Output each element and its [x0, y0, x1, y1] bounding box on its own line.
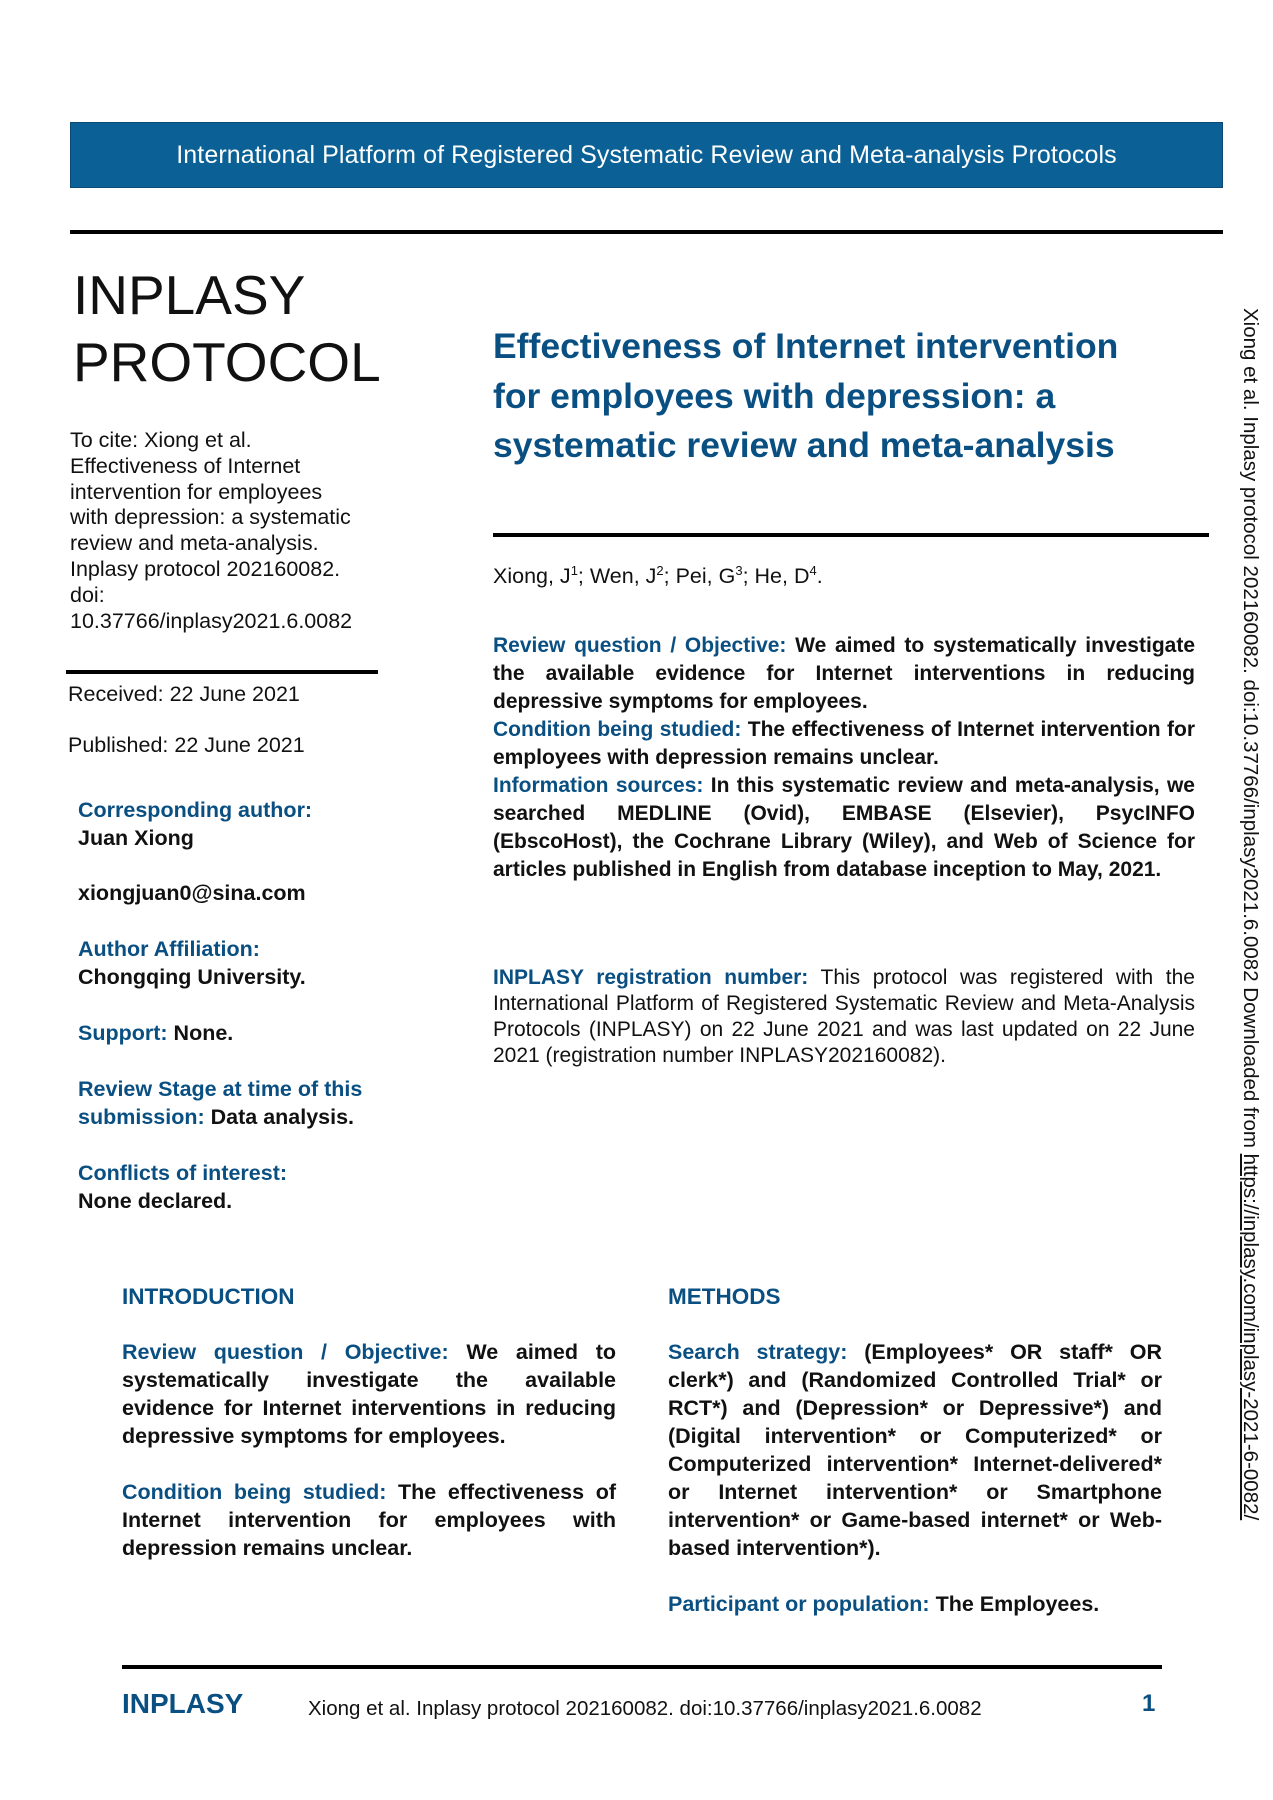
article-title-line: Effectiveness of Internet intervention — [493, 326, 1119, 366]
intro-text: The effectiveness of Internet intervention for employees with depression remains unclear. — [122, 1480, 616, 1560]
methods-text: The Employees. — [929, 1592, 1100, 1616]
intro-label: Review question / Objective: — [122, 1340, 449, 1364]
abstract-text: In this systematic review and meta-analysis, we searched MEDLINE (Ovid), EMBASE (Elsevier), PsycINFO (EbscoHost), the Cochrane Library (Wiley), and Web of Science for articles published in English from database inception to May, 2021. — [493, 774, 1195, 881]
author-affil-sup: 3 — [735, 563, 743, 578]
abstract-label: Condition being studied: — [493, 718, 742, 741]
methods-label: Participant or population: — [668, 1592, 930, 1616]
side-download-link[interactable]: https://inplasy.com/inplasy-2021-6-0082/ — [1239, 1153, 1262, 1521]
abstract-objective — [493, 632, 1195, 716]
published-date: Published: 22 June 2021 — [68, 733, 305, 757]
affiliation-label: Author Affiliation: — [78, 937, 260, 961]
registration-label: INPLASY registration number: — [493, 966, 809, 989]
citation-block — [70, 428, 400, 634]
footer-citation: Xiong et al. Inplasy protocol 202160082. doi:10.37766/inplasy2021.6.0082 — [308, 1697, 982, 1720]
abstract-text: We aimed to systematically investigate the available evidence for Internet interventions in reducing depressive symptoms for employees. — [493, 634, 1195, 713]
methods-text: (Employees* OR staff* OR clerk*) and (Randomized Controlled Trial* or RCT*) and (Depression* or Depressive*) and (Digital intervention* or Computerized* or Computerized intervention* Internet-delivered* or Internet intervention* or Smartphone intervention* or Game-based internet* or Web-based intervention*). — [668, 1340, 1162, 1560]
header-banner — [70, 122, 1223, 188]
introduction-body — [122, 1338, 616, 1590]
protocol-title-line2: PROTOCOL — [73, 331, 381, 393]
author-affil-sup: 2 — [656, 563, 664, 578]
methods-population — [668, 1590, 1162, 1618]
cite-line: To cite: Xiong et al. — [70, 428, 252, 452]
cite-line: with depression: a systematic — [70, 505, 351, 530]
cite-line: 10.37766/inplasy2021.6.0082 — [70, 608, 353, 633]
methods-heading: METHODS — [668, 1284, 781, 1309]
article-title — [493, 322, 1213, 471]
methods-label: Search strategy: — [668, 1340, 848, 1364]
author-sep: . — [816, 564, 823, 589]
stage-label-line1: Review Stage at time of this — [78, 1077, 363, 1101]
support-value: None. — [167, 1021, 234, 1045]
abstract-label: Review question / Objective: — [493, 634, 787, 657]
review-stage — [78, 1076, 408, 1131]
protocol-title — [73, 262, 381, 396]
methods-body — [668, 1338, 1162, 1646]
abstract-sources — [493, 772, 1195, 884]
author-sep: ; — [742, 564, 755, 589]
registration-text: This protocol was registered with the International Platform of Registered Systematic Review and Meta-Analysis Protocols (INPLASY) on 22 June 2021 and was last updated on 22 June 2021 (registration number INPLASY202160082). — [493, 966, 1195, 1067]
corresponding-author — [78, 797, 408, 908]
corresponding-label: Corresponding author: — [78, 798, 313, 822]
stage-value: Data analysis. — [204, 1104, 355, 1129]
intro-label: Condition being studied: — [122, 1480, 387, 1504]
affiliation-value: Chongqing University. — [78, 964, 306, 989]
author-affil-sup: 4 — [809, 563, 817, 578]
corresponding-name: Juan Xiong — [78, 825, 194, 850]
author-name: Wen, J — [589, 564, 657, 589]
footer-rule — [122, 1665, 1162, 1669]
cite-line: Inplasy protocol 202160082. — [70, 556, 341, 581]
author-name: Pei, G — [675, 564, 736, 589]
article-title-line: systematic review and meta-analysis — [493, 425, 1115, 465]
abstract-text: The effectiveness of Internet intervention for employees with depression remains unclear. — [493, 718, 1195, 769]
author-sep: ; — [663, 564, 676, 589]
cite-line: Effectiveness of Internet — [70, 453, 301, 478]
cite-line: review and meta-analysis. — [70, 531, 319, 556]
intro-condition — [122, 1478, 616, 1562]
support-label: Support: — [78, 1021, 168, 1045]
side-download-note — [1238, 308, 1262, 1520]
cite-line: doi: — [70, 582, 105, 607]
abstract-condition — [493, 716, 1195, 772]
intro-text: We aimed to systematically investigate the available evidence for Internet interventions in reducing depressive symptoms for employees. — [122, 1340, 616, 1448]
footer-brand: INPLASY — [122, 1688, 244, 1719]
registration-block — [493, 965, 1195, 1069]
received-date: Received: 22 June 2021 — [68, 682, 300, 706]
page-number: 1 — [1142, 1690, 1156, 1717]
side-text: Xiong et al. Inplasy protocol 202160082. doi:10.37766/inplasy2021.6.0082 Downloaded from — [1239, 308, 1262, 1154]
conflicts-label: Conflicts of interest: — [78, 1161, 288, 1185]
stage-label-line2: submission: — [78, 1104, 205, 1129]
author-name: He, D — [754, 564, 810, 589]
conflicts-of-interest — [78, 1160, 408, 1215]
introduction-heading: INTRODUCTION — [122, 1284, 295, 1309]
author-affiliation — [78, 936, 408, 991]
support — [78, 1020, 408, 1048]
intro-objective — [122, 1338, 616, 1450]
cite-line: intervention for employees — [70, 479, 323, 504]
top-rule — [70, 230, 1223, 234]
conflicts-value: None declared. — [78, 1188, 233, 1213]
author-sep: ; — [577, 564, 590, 589]
author-email[interactable]: xiongjuan0@sina.com — [78, 881, 306, 905]
protocol-title-line1: INPLASY — [73, 264, 306, 326]
article-title-line: for employees with depression: a — [493, 375, 1056, 416]
title-rule — [493, 533, 1209, 537]
banner-text: International Platform of Registered Systematic Review and Meta-analysis Protocols — [176, 140, 1117, 169]
abstract-label: Information sources: — [493, 774, 704, 797]
methods-search-strategy — [668, 1338, 1162, 1562]
author-list — [493, 563, 823, 589]
author-name: Xiong, J — [493, 564, 571, 589]
abstract-block — [493, 632, 1195, 884]
author-affil-sup: 1 — [570, 563, 578, 578]
left-rule — [66, 670, 378, 674]
